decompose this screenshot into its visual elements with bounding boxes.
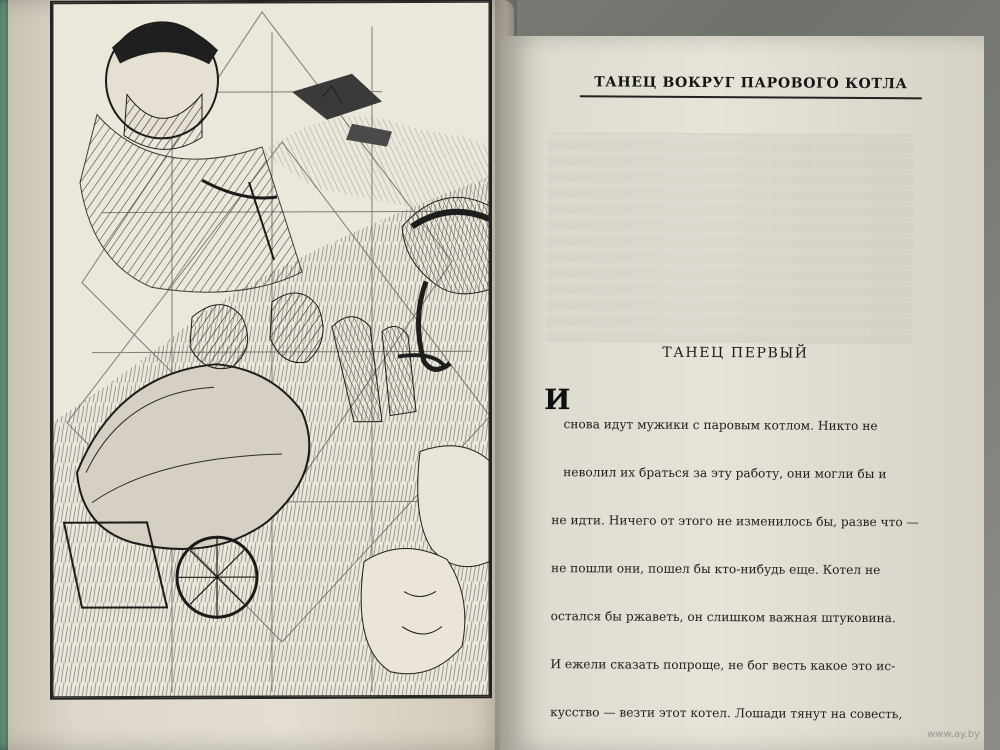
- bleed-through-text-area: [546, 132, 913, 344]
- left-page: [8, 0, 514, 750]
- illustration-drawing: [52, 1, 490, 698]
- body-line: остался бы ржаветь, он слишком важная штуковина.: [550, 609, 896, 626]
- chapter-title: ТАНЕЦ ПЕРВЫЙ: [662, 344, 809, 362]
- drop-cap-letter: И: [543, 383, 571, 417]
- body-line: кусство — везти этот котел. Лошади тянут на совесть,: [550, 705, 903, 722]
- body-line: И ежели сказать попроще, не бог весть какое это ис-: [550, 657, 896, 674]
- etched-illustration: [50, 0, 492, 700]
- body-line: не идти. Ничего от этого не изменилось бы, разве что —: [551, 513, 919, 530]
- body-line: снова идут мужики с паровым котлом. Никто не: [551, 417, 878, 434]
- body-line: не пошли они, пошел бы кто-нибудь еще. Котел не: [550, 561, 881, 578]
- body-text: [545, 384, 948, 750]
- running-head: ТАНЕЦ ВОКРУГ ПАРОВОГО КОТЛА: [580, 74, 922, 99]
- body-line: неволил их браться за эту работу, они могли бы и: [551, 465, 887, 482]
- watermark: www.ay.by: [927, 729, 980, 740]
- page-content: [536, 74, 945, 736]
- right-page: [500, 36, 984, 750]
